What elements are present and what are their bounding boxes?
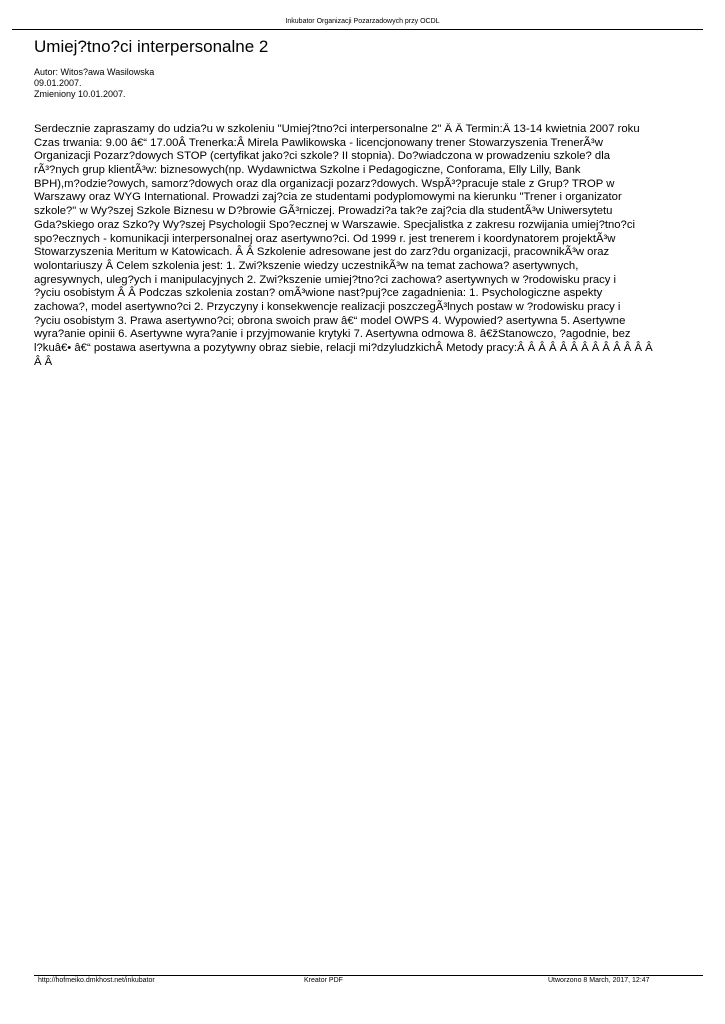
body-line: wolontariuszy Â Celem szkolenia jest: 1. Zwi?kszenie wiedzy uczestnikÃ³w na temat zachowa? asertywnych, [34,259,579,272]
body-line: wyra?anie opinii 6. Asertywne wyra?anie i przyjmowanie krytyki 7. Asertywna odmowa 8. â€žStanowczo, ?agodnie, bez [34,328,631,341]
article-meta [34,67,154,100]
body-line: zachowa?, model asertywno?ci 2. Przyczyny i konsekwencje realizacji poszczegÃ³lnych postaw w ?rodowisku pracy i [34,300,621,313]
body-line: Organizacji Pozarz?dowych STOP (certyfikat jako?ci szkole? II stopnia). Do?wiadczona w prowadzeniu szkole? dla [34,150,610,163]
footer-created: Utworzono 8 March, 2017, 12:47 [548,977,650,984]
author-line: Autor: Witos?awa Wasilowska [34,67,155,77]
body-line: ?yciu osobistym 3. Prawa asertywno?ci; obrona swoich praw â€“ model OWPS 4. Wypowied? asertywna 5. Asertywne [34,314,626,327]
body-line: Warszawy oraz WYG International. Prowadzi zaj?cia ze studentami podyplomowymi na kierunku "Trener i organizator [34,191,622,204]
body-line: szkole?" w Wy?szej Szkole Biznesu w D?browie GÃ³rniczej. Prowadzi?a tak?e zaj?cia dla studentÃ³w Uniwersytetu [34,205,613,218]
article-body [34,123,725,369]
footer-generator: Kreator PDF [304,977,343,984]
body-line: Serdecznie zapraszamy do udzia?u w szkoleniu "Umiej?tno?ci interpersonalne 2" Â Â Termin:Â 13-14 kwietnia 2007 roku [34,123,640,135]
body-line: l?kuâ€• â€“ postawa asertywna a pozytywny obraz siebie, relacji mi?dzyludzkichÂ Metody pracy:Â Â Â Â Â Â Â Â Â Â Â Â Â [34,342,653,354]
modified-line: Zmieniony 10.01.2007. [34,89,126,99]
body-line: Â Â [34,355,53,368]
body-line: agresywnych, uleg?ych i manipulacyjnych 2. Zwi?kszenie umiej?tno?ci zachowa? asertywnych w ?rodowisku pracy i [34,273,617,286]
site-header: Inkubator Organizacji Pozarzadowych przy OCDL [285,18,440,25]
body-line: Gda?skiego oraz Szko?y Wy?szej Psychologii Spo?ecznej w Warszawie. Specjalistka z zakresu rozwijania umiej?tno?ci [34,218,635,231]
footer-url: http://hofmeiko.dmkhost.net/inkubator [38,977,155,984]
header-divider [12,29,703,30]
date-line: 09.01.2007. [34,78,82,88]
body-line: Czas trwania: 9.00 â€“ 17.00Â Trenerka:Â Mirela Pawlikowska - licencjonowany trener Stowarzyszenia TrenerÃ³w [34,136,603,149]
body-line: Stowarzyszenia Meritum w Katowicach. Â Â Szkolenie adresowane jest do zarz?du organizacji, pracownikÃ³w oraz [34,246,610,259]
body-line: rÃ³?nych grup klientÃ³w: biznesowych(np. Wydawnictwa Szkolne i Pedagogiczne, Conforama, Elly Lilly, Bank [34,164,581,177]
body-line: spo?ecznych - komunikacji interpersonalnej oraz asertywno?ci. Od 1999 r. jest trenerem i koordynatorem projektÃ³w [34,232,616,245]
body-line: BPH),m?odzie?owych, samorz?dowych oraz dla organizacji pozarz?dowych. WspÃ³?pracuje stale z Grup? TROP w [34,177,615,190]
body-line: ?yciu osobistym Â Â Podczas szkolenia zostan? omÃ³wione nast?puj?ce zagadnienia: 1. Psychologiczne aspekty [34,287,603,300]
article-title: Umiej?tno?ci interpersonalne 2 [34,37,269,56]
